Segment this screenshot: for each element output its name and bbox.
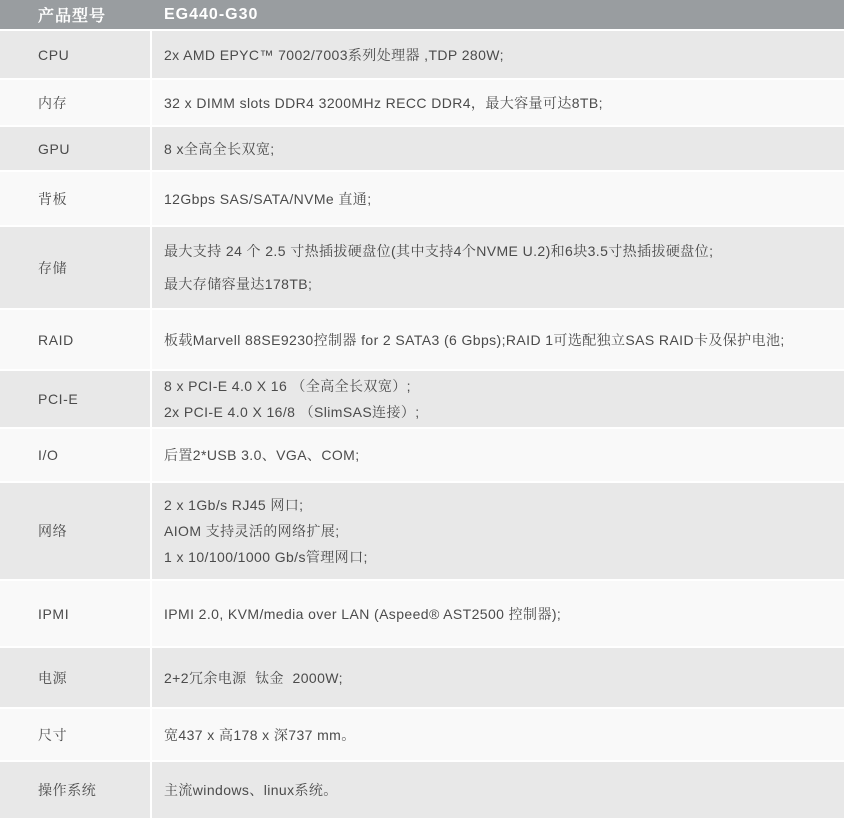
value-line: 2x AMD EPYC™ 7002/7003系列处理器 ,TDP 280W; — [164, 46, 504, 63]
row-value-raid — [152, 310, 844, 369]
header-product-model-label: 产品型号 — [38, 8, 107, 25]
row-value-dimensions — [152, 709, 844, 760]
spec-row-memory — [0, 80, 844, 127]
value-line: 32 x DIMM slots DDR4 3200MHz RECC DDR4，最大容量可达8TB; — [164, 94, 603, 111]
spec-row-os — [0, 762, 844, 818]
row-value-power — [152, 648, 844, 707]
value-line: 12Gbps SAS/SATA/NVMe 直通; — [164, 190, 372, 207]
row-label-memory: 内存 — [0, 80, 152, 125]
value-line: 主流windows、linux系统。 — [164, 782, 338, 798]
header-product-model-value: EG440-G30 — [164, 5, 259, 23]
value-line: 板载Marvell 88SE9230控制器 for 2 SATA3 (6 Gbps);RAID 1可选配独立SAS RAID卡及保护电池; — [164, 331, 785, 348]
row-label-raid: RAID — [0, 310, 152, 369]
row-label-gpu: GPU — [0, 127, 152, 170]
row-label-ipmi: IPMI — [0, 581, 152, 646]
row-label-os: 操作系统 — [0, 762, 152, 818]
row-value-storage — [152, 227, 844, 308]
spec-row-gpu — [0, 127, 844, 172]
spec-row-raid — [0, 310, 844, 371]
value-line: 最大存储容量达178TB; — [164, 276, 313, 292]
value-line: 2+2冗余电源 钛金 2000W; — [164, 669, 343, 686]
spec-row-ipmi — [0, 581, 844, 648]
value-line: AIOM 支持灵活的网络扩展; — [164, 523, 340, 539]
value-line: 1 x 10/100/1000 Gb/s管理网口; — [164, 549, 368, 565]
spec-row-storage — [0, 227, 844, 310]
row-value-backplane — [152, 172, 844, 225]
spec-row-dimensions — [0, 709, 844, 762]
spec-row-power — [0, 648, 844, 709]
value-line: 2x PCI-E 4.0 X 16/8 （SlimSAS连接）; — [164, 404, 420, 420]
row-label-backplane: 背板 — [0, 172, 152, 225]
row-value-ipmi — [152, 581, 844, 646]
row-label-pcie: PCI-E — [0, 371, 152, 427]
row-value-network — [152, 483, 844, 579]
value-line: IPMI 2.0, KVM/media over LAN (Aspeed® AST2500 控制器); — [164, 605, 562, 622]
row-label-power: 电源 — [0, 648, 152, 707]
spec-row-network — [0, 483, 844, 581]
value-line: 宽437 x 高178 x 深737 mm。 — [164, 726, 356, 743]
row-value-gpu — [152, 127, 844, 170]
row-value-os — [152, 762, 844, 818]
spec-row-pcie — [0, 371, 844, 429]
row-value-io — [152, 429, 844, 481]
row-label-network: 网络 — [0, 483, 152, 579]
table-header-row — [0, 0, 844, 31]
row-value-pcie — [152, 371, 844, 427]
spec-row-io — [0, 429, 844, 483]
spec-row-cpu — [0, 31, 844, 80]
row-value-memory — [152, 80, 844, 125]
value-line: 最大支持 24 个 2.5 寸热插拔硬盘位(其中支持4个NVME U.2)和6块3.5寸热插拔硬盘位; — [164, 243, 714, 259]
value-line: 后置2*USB 3.0、VGA、COM; — [164, 447, 360, 463]
spec-row-backplane — [0, 172, 844, 227]
value-line: 8 x PCI-E 4.0 X 16 （全高全长双宽）; — [164, 378, 411, 394]
row-label-storage: 存储 — [0, 227, 152, 308]
row-label-dimensions: 尺寸 — [0, 709, 152, 760]
row-label-cpu: CPU — [0, 31, 152, 78]
value-line: 8 x全高全长双宽; — [164, 140, 275, 157]
row-label-io: I/O — [0, 429, 152, 481]
row-value-cpu — [152, 31, 844, 78]
value-line: 2 x 1Gb/s RJ45 网口; — [164, 497, 304, 513]
